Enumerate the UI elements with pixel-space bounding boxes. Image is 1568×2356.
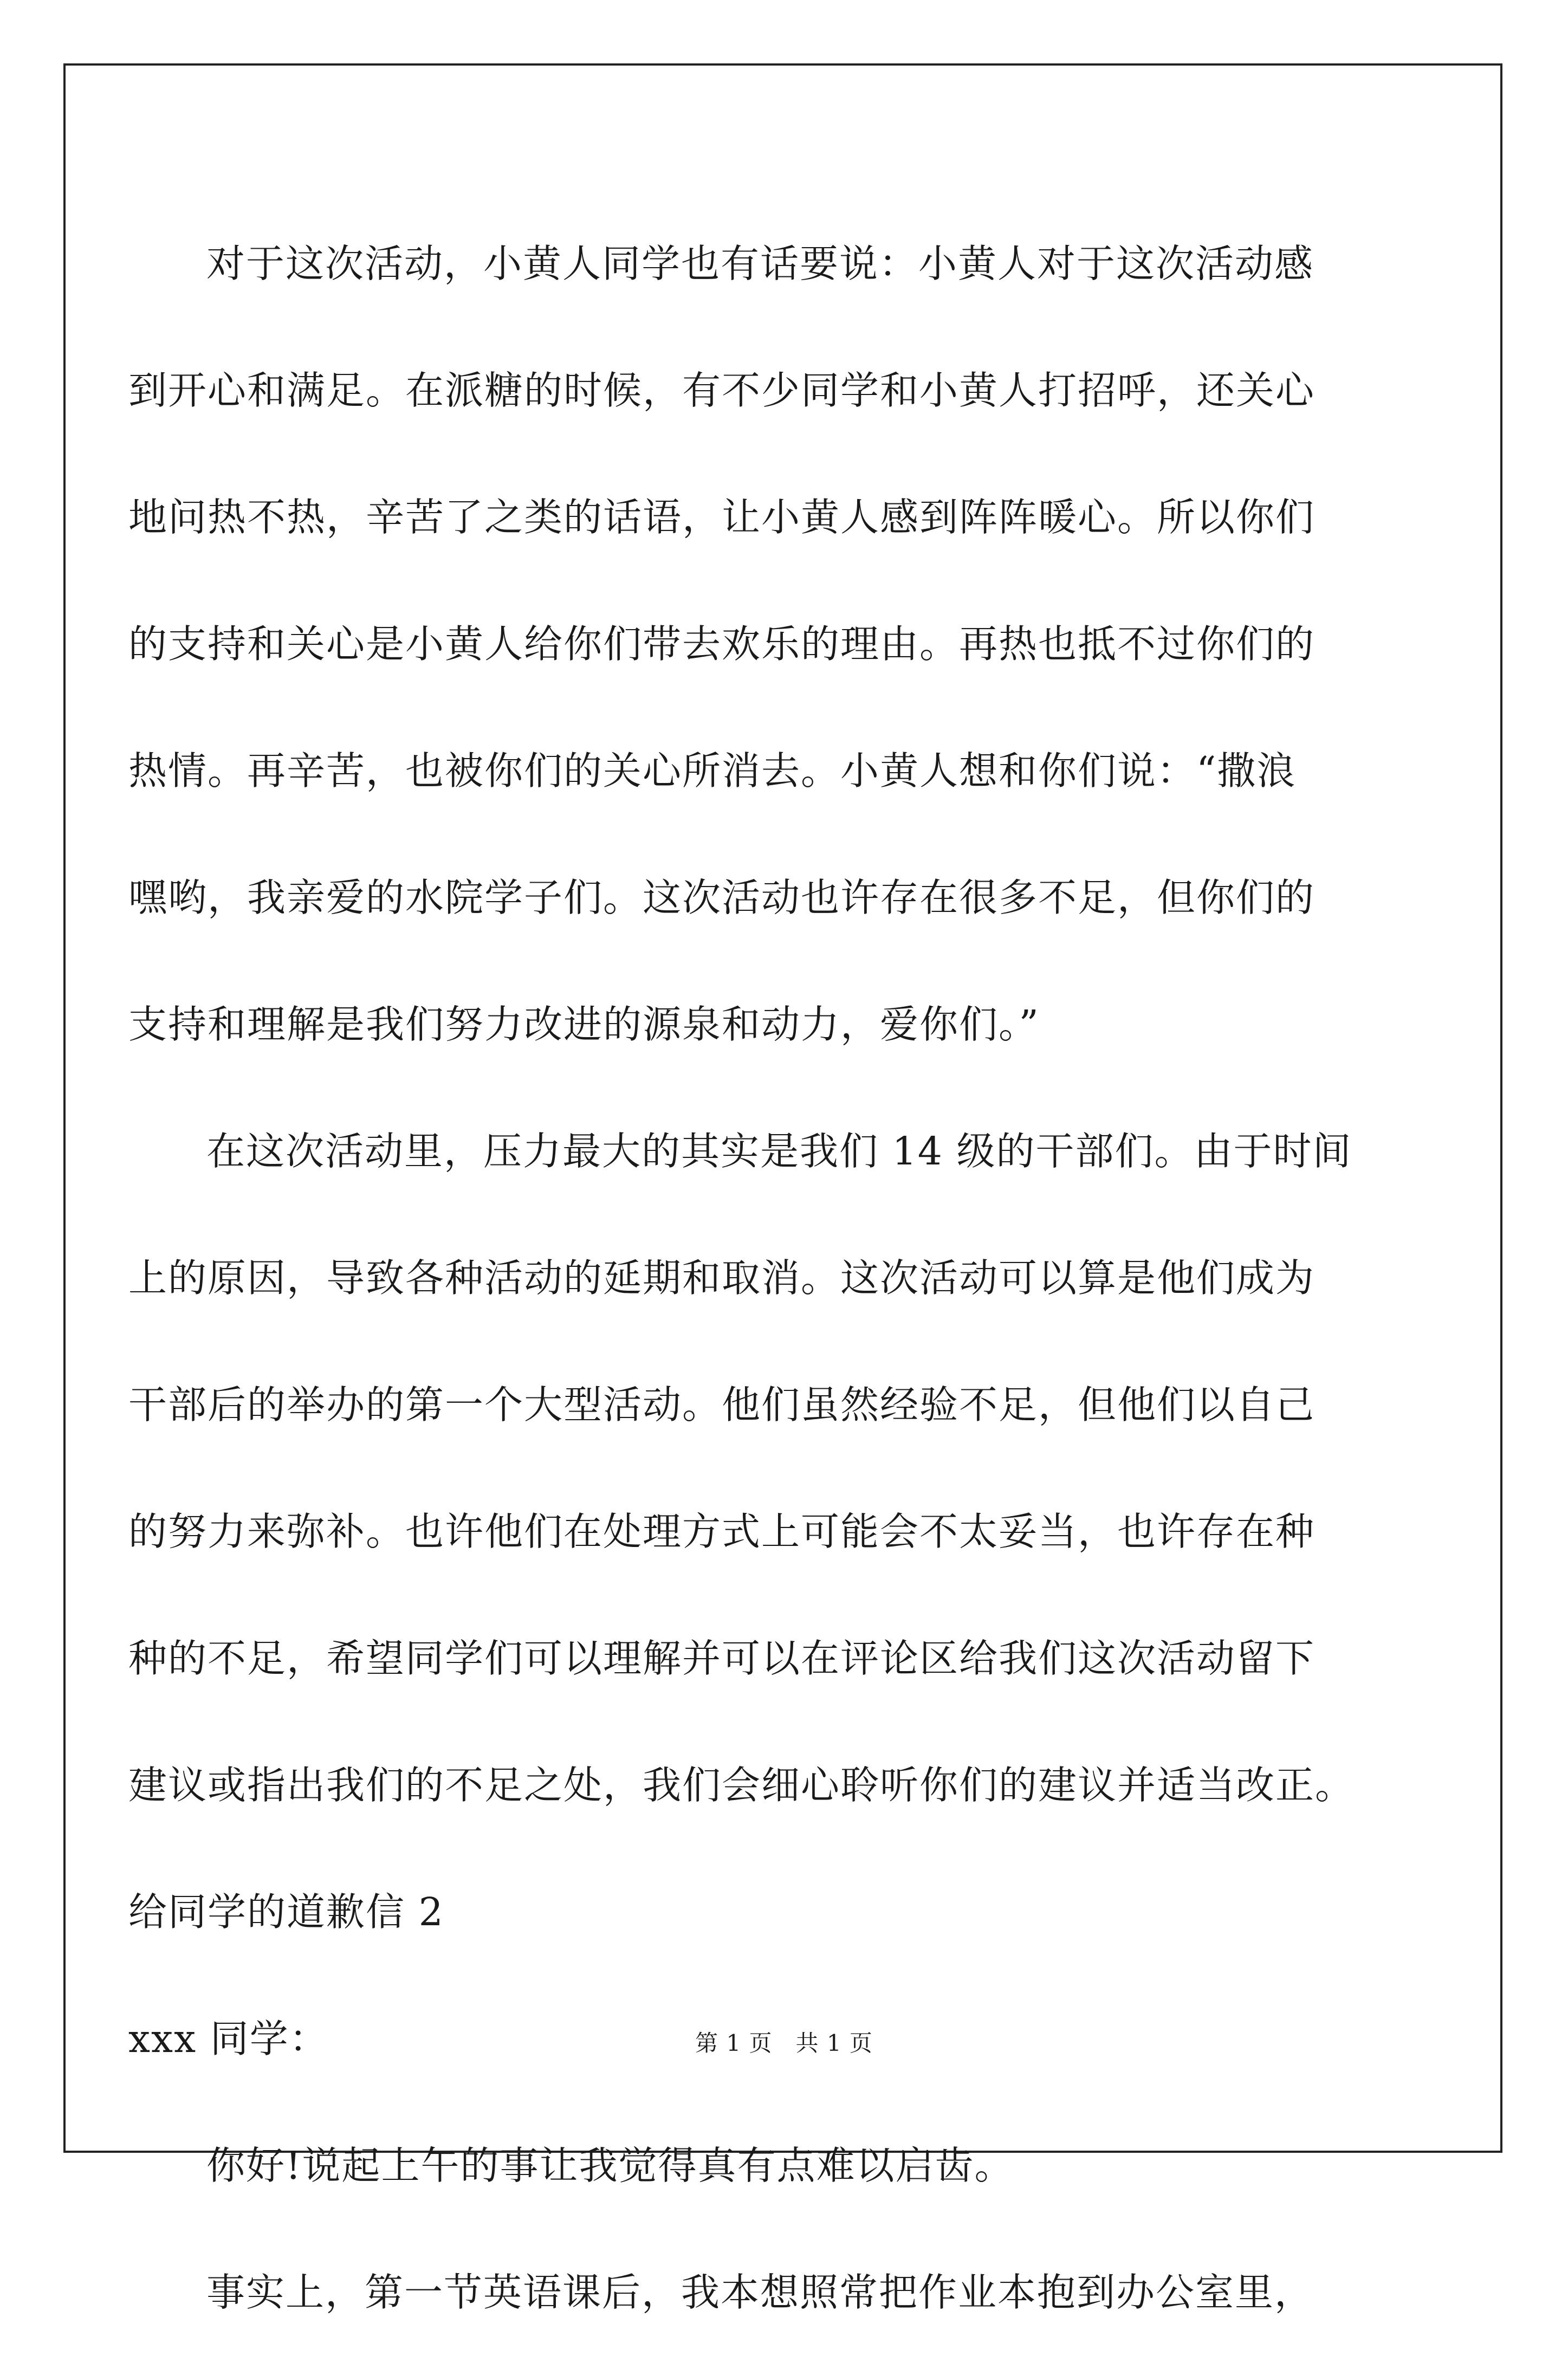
- paragraph-line: 地问热不热，辛苦了之类的话语，让小黄人感到阵阵暖心。所以你们: [128, 495, 1316, 540]
- paragraph-line: 对于这次活动，小黄人同学也有话要说：小黄人对于这次活动感: [206, 241, 1314, 286]
- paragraph-line: 的努力来弥补。也许他们在处理方式上可能会不太妥当，也许存在种: [128, 1509, 1316, 1554]
- paragraph-line: 干部后的举办的第一个大型活动。他们虽然经验不足，但他们以自己: [128, 1382, 1316, 1427]
- page-number-footer: 第 1 页 共 1 页: [695, 2030, 873, 2056]
- paragraph-line: 种的不足，希望同学们可以理解并可以在评论区给我们这次活动留下: [128, 1636, 1316, 1681]
- paragraph-line: 的支持和关心是小黄人给你们带去欢乐的理由。再热也抵不过你们的: [128, 622, 1316, 666]
- paragraph-line: 建议或指出我们的不足之处，我们会细心聆听你们的建议并适当改正。: [128, 1763, 1355, 1808]
- paragraph-line: 在这次活动里，压力最大的其实是我们 14 级的干部们。由于时间: [206, 1129, 1352, 1174]
- paragraph-line: 支持和理解是我们努力改进的源泉和动力，爱你们。”: [128, 1002, 1040, 1047]
- paragraph-line: 到开心和满足。在派糖的时候，有不少同学和小黄人打招呼，还关心: [128, 368, 1316, 413]
- paragraph-line: 你好!说起上午的事让我觉得真有点难以启齿。: [206, 2143, 1014, 2188]
- paragraph-line: 上的原因，导致各种活动的延期和取消。这次活动可以算是他们成为: [128, 1255, 1316, 1300]
- paragraph-line: 热情。再辛苦，也被你们的关心所消去。小黄人想和你们说：“撒浪: [128, 748, 1297, 793]
- paragraph-line: 事实上，第一节英语课后，我本想照常把作业本抱到办公室里，: [206, 2270, 1314, 2315]
- section-heading: 给同学的道歉信 2: [128, 1889, 444, 1934]
- paragraph-line: 嘿哟，我亲爱的水院学子们。这次活动也许存在很多不足，但你们的: [128, 875, 1316, 920]
- salutation: xxx 同学：: [128, 2016, 329, 2061]
